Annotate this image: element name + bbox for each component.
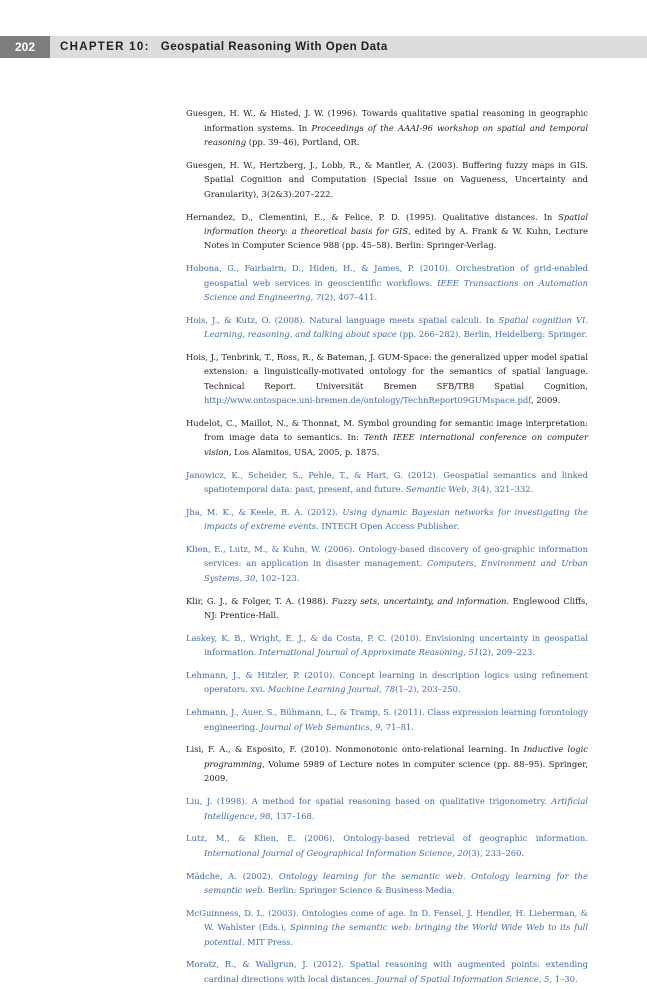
reference-entry-liu[interactable]	[186, 794, 588, 823]
reference-text: (2), 407–411.	[321, 292, 378, 303]
reference-text: MIT Press.	[244, 936, 294, 947]
reference-text: (3), 233–260.	[468, 847, 525, 858]
reference-entry-janowicz[interactable]	[186, 468, 588, 497]
reference-text: Jha, M. K., & Keele, R. A. (2012).	[186, 506, 343, 517]
reference-entry-lutz-klien[interactable]	[186, 831, 588, 860]
reference-text: Liu, J. (1998). A method for spatial reasoning based on qualitative trigonometry.	[186, 796, 552, 807]
reference-text: (1–2), 203–250.	[395, 684, 461, 695]
reference-entry-lehmann-hitzler[interactable]	[186, 668, 588, 697]
reference-text: Hois, J., & Kutz, O. (2008). Natural language meets spatial calculi. In	[186, 314, 499, 325]
reference-text: Klien, E., Lutz, M., & Kuhn, W. (2006). Ontology-based discovery of geo-graphic information services: an application in disaster management.	[186, 544, 588, 569]
reference-text: , 71–81.	[380, 721, 414, 732]
reference-text: , Los Alamitos, USA, 2005, p. 1875.	[228, 446, 380, 457]
reference-entry-mcguinness[interactable]	[186, 906, 588, 949]
reference-text: Janowicz, K., Scheider, S., Pehle, T., & Hart, G. (2012). Geospatial semantics and linked spatiotemporal data: past, present, and future.	[186, 469, 588, 495]
reference-entry-hois-tenbrink	[186, 350, 588, 408]
reference-title: Ontology learning for the semantic web. Ontology learning for the semantic web.	[204, 870, 588, 895]
reference-text: Laskey, K. B., Wright, E. J., & da Costa, P. C. (2010). Envisioning uncertainty in geospatial information.	[186, 632, 588, 658]
reference-text: , 137–168.	[270, 810, 315, 821]
reference-text: Klir, G. J., & Folger, T. A. (1988).	[186, 595, 332, 606]
reference-text: Hudelot, C., Maillot, N., & Thonnat, M. Symbol grounding for semantic image interpretation: from image data to semantics. In:	[186, 418, 588, 443]
reference-text: Hobona, G., Fairbairn, D., Hiden, H., & James, P. (2010). Orchestration of grid-enabled geospatial web services in geoscientific workflows.	[186, 263, 588, 288]
reference-title: Semantic Web, 3	[405, 484, 478, 495]
reference-entry-moratz[interactable]	[186, 957, 588, 986]
reference-title: Tenth IEEE international conference on computer vision	[204, 432, 588, 457]
reference-text: Hois, J., Tenbrink, T., Ross, R., & Bateman, J. GUM-Space: the generalized upper model spatial extension: a linguistically-motivated ontology for the semantics of spatial language. Technical Report. Universität Bremen SFB/TR8 Spatial Cognition,	[186, 352, 588, 391]
reference-title: Using dynamic Bayesian networks for investigating the impacts of extreme events.	[204, 506, 588, 532]
reference-text: Mädche, A. (2002).	[186, 870, 279, 881]
reference-text: Guesgen, H. W., & Histed, J. W. (1996). Towards qualitative spatial reasoning in geographic information systems. In	[186, 108, 588, 133]
reference-text: (4), 321–332.	[477, 484, 534, 495]
reference-text: , edited by A. Frank & W. Kuhn, Lecture Notes in Computer Science 988 (pp. 45–58). Berlin: Springer-Verlag.	[204, 226, 589, 251]
reference-text: Berlin: Springer Science & Business Media.	[265, 884, 455, 895]
page-number: 202	[0, 36, 50, 58]
reference-title: International Journal of Approximate Reasoning, 51	[258, 647, 480, 658]
reference-entry-klir	[186, 594, 588, 623]
reference-title: Journal of Spatial Information Science, 5	[375, 973, 550, 984]
reference-text: Moratz, R., & Wallgrun, J. (2012). Spatial reasoning with augmented points: extending cardinal directions with local distances.	[186, 959, 588, 984]
reference-entry-lehmann-auer[interactable]	[186, 705, 588, 734]
reference-list	[186, 98, 588, 989]
reference-text: (2), 209–223.	[479, 647, 536, 658]
reference-title: Machine Learning Journal, 78	[267, 684, 396, 695]
reference-text: (pp. 266–282). Berlin, Heidelberg: Springer.	[396, 329, 588, 340]
reference-title: Computers, Environment and Urban Systems, 30	[204, 558, 589, 583]
reference-text: (pp. 39–46), Portland, OR.	[246, 137, 360, 148]
reference-title: Journal of Web Semantics, 9	[260, 721, 381, 732]
reference-entry-laskey[interactable]	[186, 631, 588, 660]
chapter-label: CHAPTER 10:	[60, 41, 150, 53]
reference-entry-lisi	[186, 742, 588, 785]
running-header	[0, 36, 647, 58]
reference-text: , 102–123.	[255, 572, 300, 583]
reference-entry-hudelot	[186, 416, 588, 459]
chapter-heading	[60, 36, 388, 58]
reference-text: Lehmann, J., & Hitzler, P. (2010). Concept learning in description logics using refinement operators. xvi.	[186, 670, 588, 695]
reference-text: Englewood Cliffs, NJ: Prentice-Hall.	[204, 595, 589, 621]
reference-entry-hois-kutz[interactable]	[186, 313, 588, 342]
reference-entry-madche[interactable]	[186, 869, 588, 898]
reference-entry-guesgen-hertzberg	[186, 158, 588, 201]
reference-text: Lehmann, J., Auer, S., Bühmann, L., & Tramp, S. (2011). Class expression learning forontology engineering.	[186, 707, 588, 732]
chapter-title: Geospatial Reasoning With Open Data	[160, 41, 388, 53]
reference-title: Inductive logic programming	[204, 744, 588, 769]
reference-text: , Volume 5989 of Lecture notes in computer science (pp. 88–95). Springer, 2009.	[204, 758, 588, 784]
reference-text: , 2009.	[531, 395, 561, 406]
reference-entry-hobona[interactable]	[186, 261, 588, 304]
reference-title: Spatial cognition VI. Learning, reasoning, and talking about space	[204, 314, 589, 340]
reference-text: Lutz, M., & Klien, E. (2006). Ontology-based retrieval of geographic information.	[186, 833, 588, 844]
reference-text: Hernandez, D., Clementini, E., & Felice, P. D. (1995). Qualitative distances. In	[186, 211, 559, 222]
reference-text: , 1–30.	[549, 973, 578, 984]
reference-title: Proceedings of the AAAI-96 workshop on spatial and temporal reasoning	[204, 122, 589, 148]
reference-url[interactable]: http://www.ontospace.uni-bremen.de/ontology/TechnReport09GUMspace.pdf	[204, 395, 531, 406]
reference-text: Lisi, F. A., & Esposito, F. (2010). Nonmonotonic onto-relational learning. In	[186, 744, 524, 755]
reference-entry-jha[interactable]	[186, 505, 588, 534]
reference-title: IEEE Transactions on Automation Science and Engineering, 7	[204, 277, 588, 303]
reference-entry-guesgen-histed	[186, 106, 588, 149]
reference-title: Artificial Intelligence, 98	[204, 796, 588, 821]
reference-text: Guesgen, H. W., Hertzberg, J., Lobb, R., & Mantler, A. (2003). Buffering fuzzy maps in GIS. Spatial Cognition and Computation (Special Issue on Vagueness, Uncertainty and Granularity), 3(2&3):207–222.	[186, 160, 588, 199]
reference-title: Fuzzy sets, uncertainty, and information.	[331, 595, 510, 606]
reference-entry-klien-lutz[interactable]	[186, 542, 588, 585]
reference-title: International Journal of Geographical Information Science, 20	[204, 847, 469, 858]
reference-title: Spinning the semantic web: bringing the World Wide Web to its full potential.	[204, 922, 588, 947]
reference-text: McGuinness, D. L. (2003). Ontologies come of age. In D. Fensel, J. Hendler, H. Lieberman, & W. Wahlster (Eds.),	[186, 907, 588, 933]
reference-text: INTECH Open Access Publisher.	[318, 521, 460, 532]
reference-entry-hernandez	[186, 210, 588, 253]
reference-title: Spatial information theory: a theoretical basis for GIS	[204, 211, 588, 237]
